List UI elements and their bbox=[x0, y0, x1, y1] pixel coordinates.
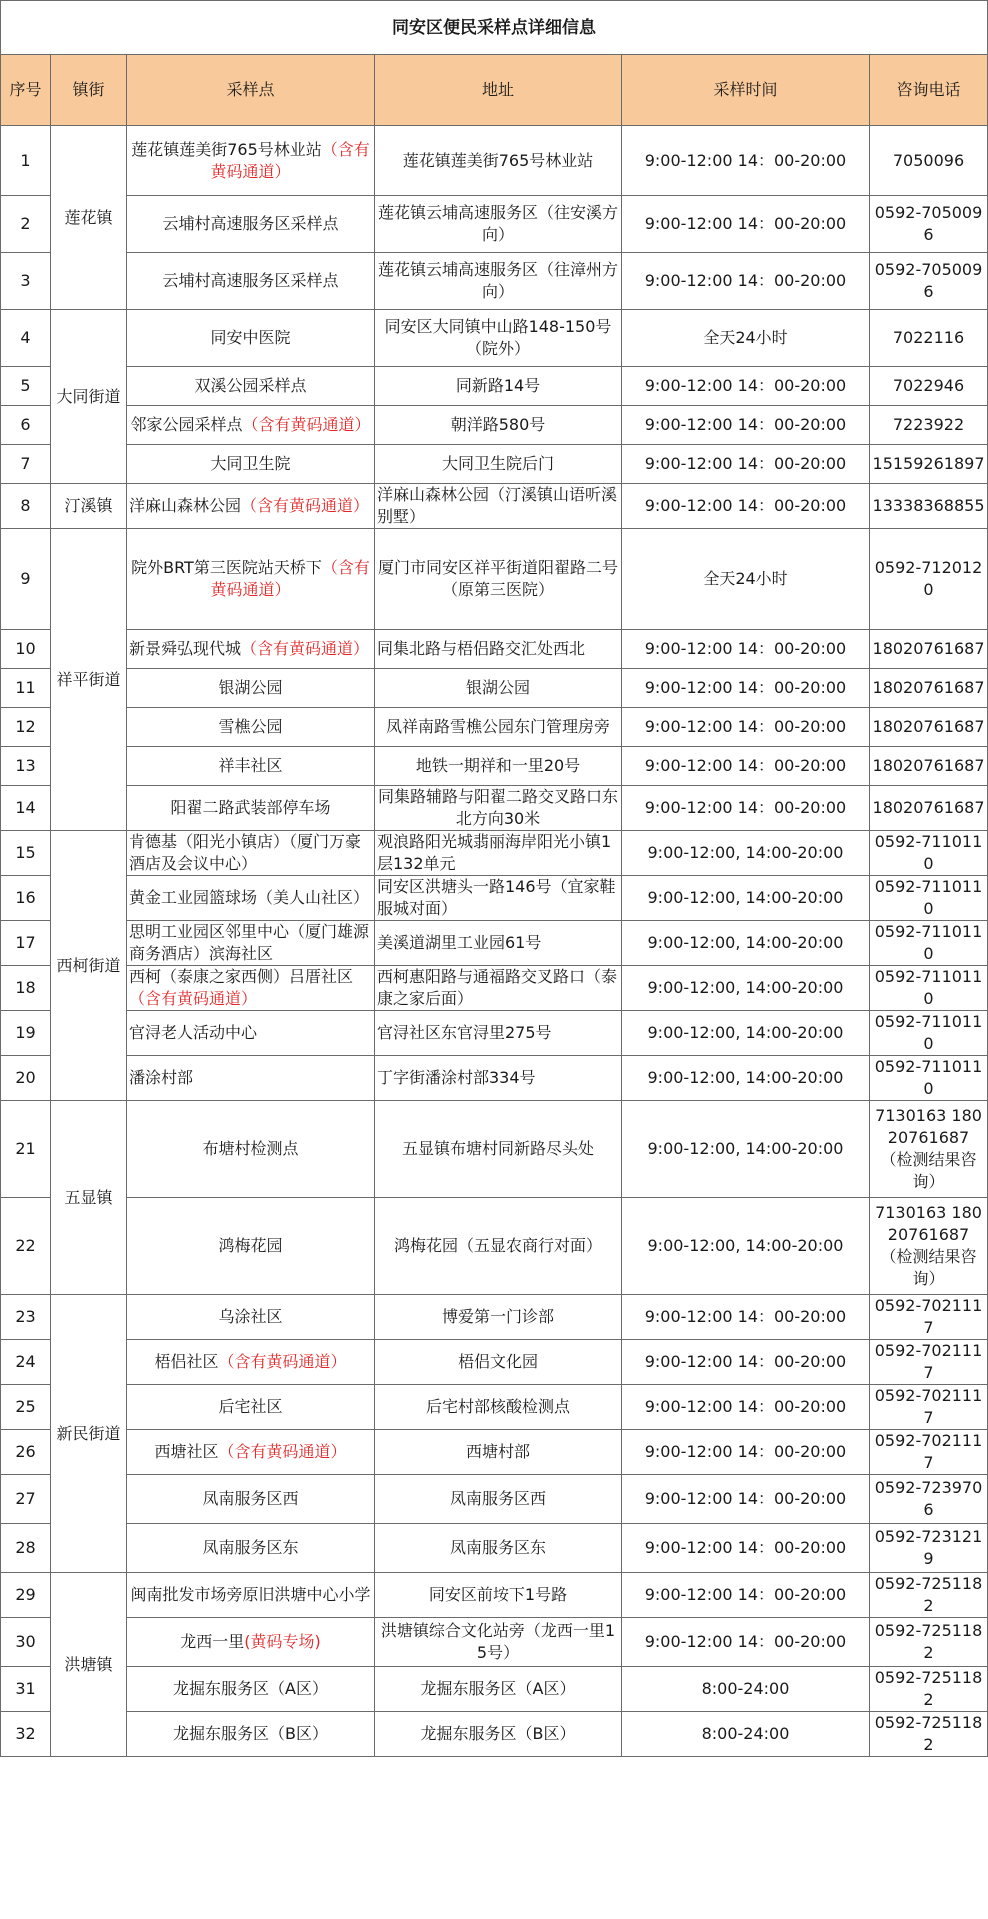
row-number: 9 bbox=[1, 529, 51, 630]
site-cell bbox=[127, 1340, 375, 1385]
address-cell: 大同卫生院后门 bbox=[375, 445, 622, 484]
site-name: 莲花镇莲美街765号林业站 bbox=[131, 139, 322, 159]
row-number: 28 bbox=[1, 1524, 51, 1573]
table-row bbox=[1, 196, 988, 253]
yellow-code-tag: （含有黄码通道） bbox=[210, 139, 370, 181]
phone-cell: 0592-7110110 bbox=[870, 876, 988, 921]
site-name: 洋麻山森林公园 bbox=[129, 496, 242, 515]
site-cell bbox=[127, 1573, 375, 1618]
header-time: 采样时间 bbox=[622, 55, 870, 126]
phone-cell: 18020761687 bbox=[870, 786, 988, 831]
time-cell: 9:00-12:00 14：00-20:00 bbox=[622, 708, 870, 747]
row-number: 22 bbox=[1, 1198, 51, 1295]
site-cell bbox=[127, 196, 375, 253]
time-cell: 9:00-12:00, 14:00-20:00 bbox=[622, 831, 870, 876]
phone-cell: 18020761687 bbox=[870, 708, 988, 747]
yellow-code-tag: (黄码专场) bbox=[244, 1632, 321, 1651]
address-cell: 梧侣文化园 bbox=[375, 1340, 622, 1385]
table-row bbox=[1, 831, 988, 876]
row-number: 8 bbox=[1, 484, 51, 529]
table-row bbox=[1, 406, 988, 445]
address-cell: 凤祥南路雪樵公园东门管理房旁 bbox=[375, 708, 622, 747]
site-cell bbox=[127, 1011, 375, 1056]
table-row bbox=[1, 310, 988, 367]
time-cell: 9:00-12:00, 14:00-20:00 bbox=[622, 1101, 870, 1198]
time-cell: 9:00-12:00 14：00-20:00 bbox=[622, 406, 870, 445]
site-cell bbox=[127, 669, 375, 708]
phone-cell: 13338368855 bbox=[870, 484, 988, 529]
phone-cell: 0592-7251182 bbox=[870, 1712, 988, 1757]
row-number: 32 bbox=[1, 1712, 51, 1757]
table-row bbox=[1, 630, 988, 669]
address-cell: 观浪路阳光城翡丽海岸阳光小镇1层132单元 bbox=[375, 831, 622, 876]
phone-cell: 7050096 bbox=[870, 126, 988, 196]
address-cell: 洪塘镇综合文化站旁（龙西一里15号） bbox=[375, 1618, 622, 1667]
phone-cell: 7130163 18020761687 （检测结果咨询） bbox=[870, 1101, 988, 1198]
address-cell: 西柯惠阳路与通福路交叉路口（泰康之家后面） bbox=[375, 966, 622, 1011]
header-address: 地址 bbox=[375, 55, 622, 126]
town-cell: 大同街道 bbox=[51, 310, 127, 484]
table-row bbox=[1, 1573, 988, 1618]
time-cell: 9:00-12:00 14：00-20:00 bbox=[622, 786, 870, 831]
table-row bbox=[1, 1198, 988, 1295]
site-cell bbox=[127, 1198, 375, 1295]
table-row bbox=[1, 1712, 988, 1757]
row-number: 17 bbox=[1, 921, 51, 966]
site-name: 祥丰社区 bbox=[218, 756, 283, 775]
town-cell: 五显镇 bbox=[51, 1101, 127, 1295]
table-row bbox=[1, 445, 988, 484]
site-cell bbox=[127, 708, 375, 747]
row-number: 2 bbox=[1, 196, 51, 253]
header-site: 采样点 bbox=[127, 55, 375, 126]
phone-cell: 18020761687 bbox=[870, 669, 988, 708]
site-name: 乌涂社区 bbox=[218, 1307, 283, 1326]
site-name: 院外BRT第三医院站天桥下 bbox=[131, 558, 322, 577]
time-cell: 9:00-12:00 14：00-20:00 bbox=[622, 484, 870, 529]
address-cell: 同新路14号 bbox=[375, 367, 622, 406]
site-name: 梧侣社区 bbox=[154, 1352, 219, 1371]
time-cell: 9:00-12:00, 14:00-20:00 bbox=[622, 966, 870, 1011]
table-row bbox=[1, 708, 988, 747]
phone-cell: 7022116 bbox=[870, 310, 988, 367]
address-cell: 博爱第一门诊部 bbox=[375, 1295, 622, 1340]
row-number: 4 bbox=[1, 310, 51, 367]
row-number: 20 bbox=[1, 1056, 51, 1101]
table-row bbox=[1, 1101, 988, 1198]
phone-cell: 0592-7251182 bbox=[870, 1667, 988, 1712]
phone-cell: 0592-7239706 bbox=[870, 1475, 988, 1524]
address-cell: 莲花镇莲美街765号林业站 bbox=[375, 126, 622, 196]
site-cell bbox=[127, 876, 375, 921]
site-cell bbox=[127, 966, 375, 1011]
address-cell: 地铁一期祥和一里20号 bbox=[375, 747, 622, 786]
address-cell: 银湖公园 bbox=[375, 669, 622, 708]
phone-cell: 18020761687 bbox=[870, 630, 988, 669]
time-cell: 全天24小时 bbox=[622, 310, 870, 367]
row-number: 1 bbox=[1, 126, 51, 196]
site-name: 龙西一里 bbox=[180, 1632, 245, 1651]
row-number: 6 bbox=[1, 406, 51, 445]
time-cell: 8:00-24:00 bbox=[622, 1667, 870, 1712]
address-cell: 同集北路与梧侣路交汇处西北 bbox=[375, 630, 622, 669]
site-cell bbox=[127, 1524, 375, 1573]
table-title: 同安区便民采样点详细信息 bbox=[1, 1, 988, 55]
phone-cell: 0592-7110110 bbox=[870, 1011, 988, 1056]
phone-cell: 0592-7050096 bbox=[870, 196, 988, 253]
row-number: 24 bbox=[1, 1340, 51, 1385]
address-cell: 凤南服务区东 bbox=[375, 1524, 622, 1573]
address-cell: 五显镇布塘村同新路尽头处 bbox=[375, 1101, 622, 1198]
phone-cell: 0592-7110110 bbox=[870, 966, 988, 1011]
site-name: 龙掘东服务区（A区） bbox=[173, 1679, 328, 1698]
town-cell: 汀溪镇 bbox=[51, 484, 127, 529]
site-cell bbox=[127, 1385, 375, 1430]
row-number: 11 bbox=[1, 669, 51, 708]
row-number: 29 bbox=[1, 1573, 51, 1618]
row-number: 31 bbox=[1, 1667, 51, 1712]
site-name: 西柯（泰康之家西侧）吕厝社区 bbox=[129, 967, 354, 986]
phone-cell: 0592-7110110 bbox=[870, 921, 988, 966]
site-name: 双溪公园采样点 bbox=[194, 376, 307, 395]
time-cell: 9:00-12:00, 14:00-20:00 bbox=[622, 1198, 870, 1295]
table-row bbox=[1, 747, 988, 786]
table-row bbox=[1, 966, 988, 1011]
town-cell: 洪塘镇 bbox=[51, 1573, 127, 1757]
time-cell: 9:00-12:00 14：00-20:00 bbox=[622, 1385, 870, 1430]
row-number: 26 bbox=[1, 1430, 51, 1475]
site-name: 官浔老人活动中心 bbox=[129, 1023, 258, 1042]
time-cell: 9:00-12:00, 14:00-20:00 bbox=[622, 1056, 870, 1101]
site-cell bbox=[127, 126, 375, 196]
site-cell bbox=[127, 529, 375, 630]
time-cell: 9:00-12:00 14：00-20:00 bbox=[622, 367, 870, 406]
time-cell: 9:00-12:00 14：00-20:00 bbox=[622, 1430, 870, 1475]
phone-cell: 0592-7021117 bbox=[870, 1430, 988, 1475]
address-cell: 美溪道湖里工业园61号 bbox=[375, 921, 622, 966]
site-cell bbox=[127, 1618, 375, 1667]
yellow-code-tag: （含有黄码通道） bbox=[242, 415, 371, 434]
yellow-code-tag: （含有黄码通道） bbox=[218, 1352, 347, 1371]
phone-cell: 0592-7050096 bbox=[870, 253, 988, 310]
town-cell: 新民街道 bbox=[51, 1295, 127, 1573]
site-name: 西塘社区 bbox=[154, 1442, 219, 1461]
site-cell bbox=[127, 921, 375, 966]
table-row bbox=[1, 1430, 988, 1475]
row-number: 23 bbox=[1, 1295, 51, 1340]
site-name: 凤南服务区西 bbox=[202, 1489, 299, 1508]
site-name: 大同卫生院 bbox=[210, 454, 291, 473]
header-town: 镇街 bbox=[51, 55, 127, 126]
site-name: 肯德基（阳光小镇店）（厦门万豪酒店及会议中心） bbox=[129, 832, 362, 873]
address-cell: 莲花镇云埔高速服务区（往安溪方向） bbox=[375, 196, 622, 253]
row-number: 30 bbox=[1, 1618, 51, 1667]
site-cell bbox=[127, 484, 375, 529]
row-number: 13 bbox=[1, 747, 51, 786]
time-cell: 9:00-12:00 14：00-20:00 bbox=[622, 445, 870, 484]
row-number: 7 bbox=[1, 445, 51, 484]
time-cell: 9:00-12:00 14：00-20:00 bbox=[622, 1573, 870, 1618]
time-cell: 9:00-12:00 14：00-20:00 bbox=[622, 1618, 870, 1667]
site-cell bbox=[127, 1667, 375, 1712]
address-cell: 同安区前垵下1号路 bbox=[375, 1573, 622, 1618]
row-number: 10 bbox=[1, 630, 51, 669]
table-row bbox=[1, 1524, 988, 1573]
table-row bbox=[1, 786, 988, 831]
site-name: 邻家公园采样点 bbox=[130, 415, 243, 434]
site-cell bbox=[127, 1056, 375, 1101]
address-cell: 凤南服务区西 bbox=[375, 1475, 622, 1524]
time-cell: 9:00-12:00 14：00-20:00 bbox=[622, 1524, 870, 1573]
site-cell bbox=[127, 1430, 375, 1475]
site-cell bbox=[127, 630, 375, 669]
address-cell: 洋麻山森林公园（汀溪镇山语听溪别墅） bbox=[375, 484, 622, 529]
time-cell: 9:00-12:00 14：00-20:00 bbox=[622, 747, 870, 786]
address-cell: 后宅村部核酸检测点 bbox=[375, 1385, 622, 1430]
time-cell: 9:00-12:00 14：00-20:00 bbox=[622, 669, 870, 708]
yellow-code-tag: （含有黄码通道） bbox=[241, 496, 370, 515]
time-cell: 9:00-12:00, 14:00-20:00 bbox=[622, 921, 870, 966]
time-cell: 9:00-12:00, 14:00-20:00 bbox=[622, 1011, 870, 1056]
site-name: 闽南批发市场旁原旧洪塘中心小学 bbox=[130, 1585, 371, 1604]
site-name: 龙掘东服务区（B区） bbox=[173, 1724, 328, 1743]
address-cell: 丁字街潘涂村部334号 bbox=[375, 1056, 622, 1101]
time-cell: 9:00-12:00 14：00-20:00 bbox=[622, 196, 870, 253]
phone-cell: 0592-7251182 bbox=[870, 1573, 988, 1618]
table-row bbox=[1, 529, 988, 630]
phone-cell: 0592-7231219 bbox=[870, 1524, 988, 1573]
site-cell bbox=[127, 1101, 375, 1198]
table-row bbox=[1, 1056, 988, 1101]
time-cell: 9:00-12:00 14：00-20:00 bbox=[622, 630, 870, 669]
yellow-code-tag: （含有黄码通道） bbox=[129, 989, 258, 1008]
phone-cell: 0592-7251182 bbox=[870, 1618, 988, 1667]
row-number: 15 bbox=[1, 831, 51, 876]
site-name: 阳翟二路武装部停车场 bbox=[170, 798, 331, 817]
time-cell: 9:00-12:00 14：00-20:00 bbox=[622, 253, 870, 310]
site-name: 新景舜弘现代城 bbox=[129, 639, 242, 658]
phone-cell: 7223922 bbox=[870, 406, 988, 445]
site-name: 布塘村检测点 bbox=[202, 1139, 299, 1158]
address-cell: 龙掘东服务区（A区） bbox=[375, 1667, 622, 1712]
time-cell: 9:00-12:00 14：00-20:00 bbox=[622, 1475, 870, 1524]
header-row bbox=[1, 55, 988, 126]
row-number: 19 bbox=[1, 1011, 51, 1056]
site-cell bbox=[127, 1475, 375, 1524]
site-cell bbox=[127, 310, 375, 367]
header-phone: 咨询电话 bbox=[870, 55, 988, 126]
row-number: 14 bbox=[1, 786, 51, 831]
time-cell: 9:00-12:00 14：00-20:00 bbox=[622, 1295, 870, 1340]
table-row bbox=[1, 876, 988, 921]
table-row bbox=[1, 1295, 988, 1340]
table-row bbox=[1, 1385, 988, 1430]
time-cell: 9:00-12:00 14：00-20:00 bbox=[622, 126, 870, 196]
row-number: 12 bbox=[1, 708, 51, 747]
address-cell: 同集路辅路与阳翟二路交叉路口东北方向30米 bbox=[375, 786, 622, 831]
row-number: 21 bbox=[1, 1101, 51, 1198]
header-seq: 序号 bbox=[1, 55, 51, 126]
site-name: 凤南服务区东 bbox=[202, 1538, 299, 1557]
phone-cell: 0592-7110110 bbox=[870, 831, 988, 876]
address-cell: 朝洋路580号 bbox=[375, 406, 622, 445]
row-number: 27 bbox=[1, 1475, 51, 1524]
phone-cell: 0592-7021117 bbox=[870, 1340, 988, 1385]
row-number: 3 bbox=[1, 253, 51, 310]
phone-cell: 15159261897 bbox=[870, 445, 988, 484]
site-name: 雪樵公园 bbox=[218, 717, 283, 736]
site-name: 云埔村高速服务区采样点 bbox=[162, 271, 339, 290]
table-row bbox=[1, 484, 988, 529]
site-cell bbox=[127, 1295, 375, 1340]
address-cell: 同安区洪塘头一路146号（宜家鞋服城对面） bbox=[375, 876, 622, 921]
table-row bbox=[1, 1475, 988, 1524]
town-cell: 西柯街道 bbox=[51, 831, 127, 1101]
site-cell bbox=[127, 367, 375, 406]
site-name: 银湖公园 bbox=[218, 678, 283, 697]
phone-cell: 18020761687 bbox=[870, 747, 988, 786]
address-cell: 鸿梅花园（五显农商行对面） bbox=[375, 1198, 622, 1295]
table-row bbox=[1, 669, 988, 708]
site-cell bbox=[127, 831, 375, 876]
site-cell bbox=[127, 786, 375, 831]
address-cell: 莲花镇云埔高速服务区（往漳州方向） bbox=[375, 253, 622, 310]
time-cell: 8:00-24:00 bbox=[622, 1712, 870, 1757]
phone-cell: 0592-7021117 bbox=[870, 1295, 988, 1340]
table-row bbox=[1, 921, 988, 966]
site-name: 鸿梅花园 bbox=[218, 1236, 283, 1255]
address-cell: 西塘村部 bbox=[375, 1430, 622, 1475]
yellow-code-tag: （含有黄码通道） bbox=[210, 558, 370, 599]
yellow-code-tag: （含有黄码通道） bbox=[218, 1442, 347, 1461]
time-cell: 全天24小时 bbox=[622, 529, 870, 630]
table-row bbox=[1, 253, 988, 310]
site-name: 思明工业园区邻里中心（厦门雄源商务酒店）滨海社区 bbox=[129, 922, 370, 963]
phone-cell: 7022946 bbox=[870, 367, 988, 406]
site-cell bbox=[127, 253, 375, 310]
site-name: 潘涂村部 bbox=[129, 1068, 194, 1087]
site-cell bbox=[127, 406, 375, 445]
row-number: 25 bbox=[1, 1385, 51, 1430]
table-row bbox=[1, 1618, 988, 1667]
row-number: 18 bbox=[1, 966, 51, 1011]
row-number: 16 bbox=[1, 876, 51, 921]
table-row bbox=[1, 126, 988, 196]
site-cell bbox=[127, 747, 375, 786]
site-name: 同安中医院 bbox=[210, 328, 291, 347]
phone-cell: 0592-7110110 bbox=[870, 1056, 988, 1101]
phone-cell: 0592-7021117 bbox=[870, 1385, 988, 1430]
site-name: 黄金工业园篮球场（美人山社区） bbox=[129, 888, 370, 907]
table-row bbox=[1, 1340, 988, 1385]
address-cell: 官浔社区东官浔里275号 bbox=[375, 1011, 622, 1056]
site-cell bbox=[127, 445, 375, 484]
time-cell: 9:00-12:00 14：00-20:00 bbox=[622, 1340, 870, 1385]
yellow-code-tag: （含有黄码通道） bbox=[241, 639, 370, 658]
town-cell: 莲花镇 bbox=[51, 126, 127, 310]
table-row bbox=[1, 1011, 988, 1056]
site-name: 云埔村高速服务区采样点 bbox=[162, 214, 339, 233]
table-row bbox=[1, 1667, 988, 1712]
town-cell: 祥平街道 bbox=[51, 529, 127, 831]
phone-cell: 0592-7120120 bbox=[870, 529, 988, 630]
site-cell bbox=[127, 1712, 375, 1757]
row-number: 5 bbox=[1, 367, 51, 406]
time-cell: 9:00-12:00, 14:00-20:00 bbox=[622, 876, 870, 921]
address-cell: 同安区大同镇中山路148-150号（院外） bbox=[375, 310, 622, 367]
table-row bbox=[1, 367, 988, 406]
address-cell: 龙掘东服务区（B区） bbox=[375, 1712, 622, 1757]
address-cell: 厦门市同安区祥平街道阳翟路二号（原第三医院） bbox=[375, 529, 622, 630]
site-name: 后宅社区 bbox=[218, 1397, 283, 1416]
phone-cell: 7130163 18020761687 （检测结果咨询） bbox=[870, 1198, 988, 1295]
